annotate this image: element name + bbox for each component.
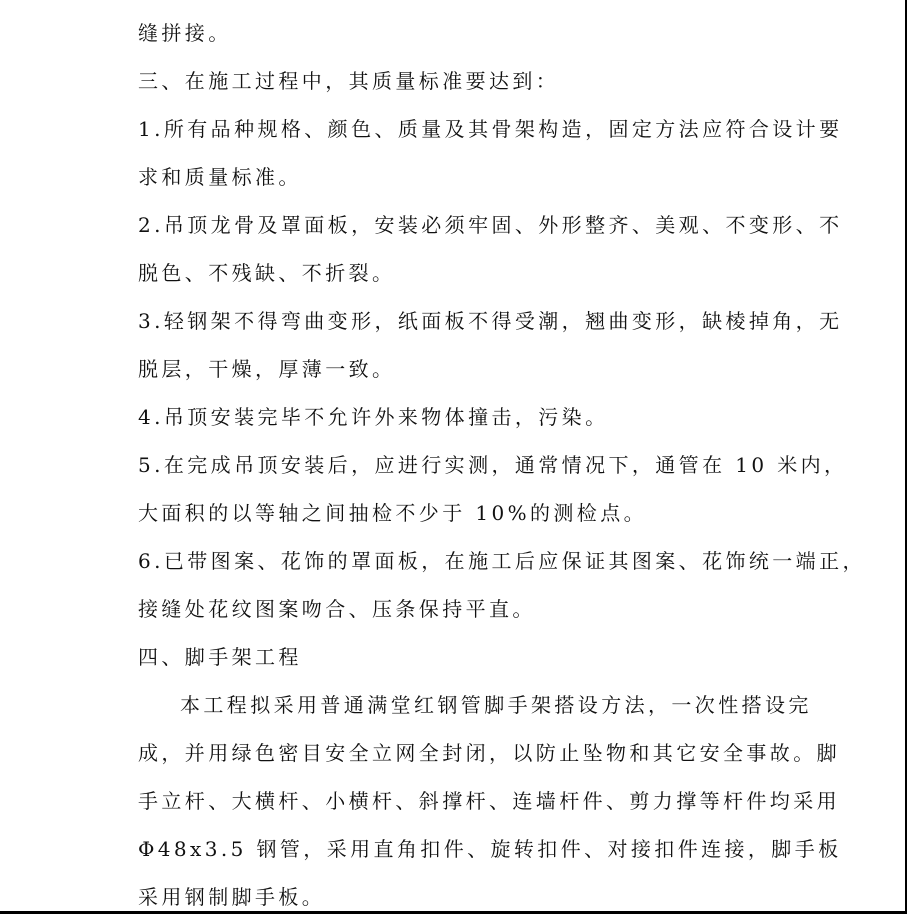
text-line: 缝拼接。 (138, 21, 232, 45)
text-line: 6.已带图案、花饰的罩面板，在施工后应保证其图案、花饰统一端正， (138, 549, 866, 573)
text-line: Φ48x3.5 钢管，采用直角扣件、旋转扣件、对接扣件连接，脚手板 (138, 837, 842, 861)
section-heading: 四、脚手架工程 (138, 645, 302, 669)
text-line: 成，并用绿色密目安全立网全封闭，以防止坠物和其它安全事故。脚 (138, 741, 840, 765)
document-body (138, 9, 866, 921)
section-heading: 三、在施工过程中，其质量标准要达到： (138, 69, 560, 93)
text-line: 5.在完成吊顶安装后，应进行实测，通常情况下，通管在 10 米内， (138, 453, 848, 477)
text-line: 求和质量标准。 (138, 165, 302, 189)
text-line: 2.吊顶龙骨及罩面板，安装必须牢固、外形整齐、美观、不变形、不 (138, 213, 843, 237)
text-line: 大面积的以等轴之间抽检不少于 10%的测检点。 (138, 501, 648, 525)
text-line: 4.吊顶安装完毕不允许外来物体撞击，污染。 (138, 405, 609, 429)
text-line: 脱色、不残缺、不折裂。 (138, 261, 396, 285)
text-line: 3.轻钢架不得弯曲变形，纸面板不得受潮，翘曲变形，缺棱掉角，无 (138, 309, 843, 333)
text-line: 接缝处花纹图案吻合、压条保持平直。 (138, 597, 536, 621)
text-line: 采用钢制脚手板。 (138, 885, 326, 909)
text-line: 1.所有品种规格、颜色、质量及其骨架构造，固定方法应符合设计要 (138, 117, 843, 141)
text-line: 手立杆、大横杆、小横杆、斜撑杆、连墙杆件、剪力撑等杆件均采用 (138, 789, 840, 813)
text-line: 脱层，干燥，厚薄一致。 (138, 357, 396, 381)
paragraph-first-line: 本工程拟采用普通满堂红钢管脚手架搭设方法，一次性搭设完 (180, 693, 812, 717)
